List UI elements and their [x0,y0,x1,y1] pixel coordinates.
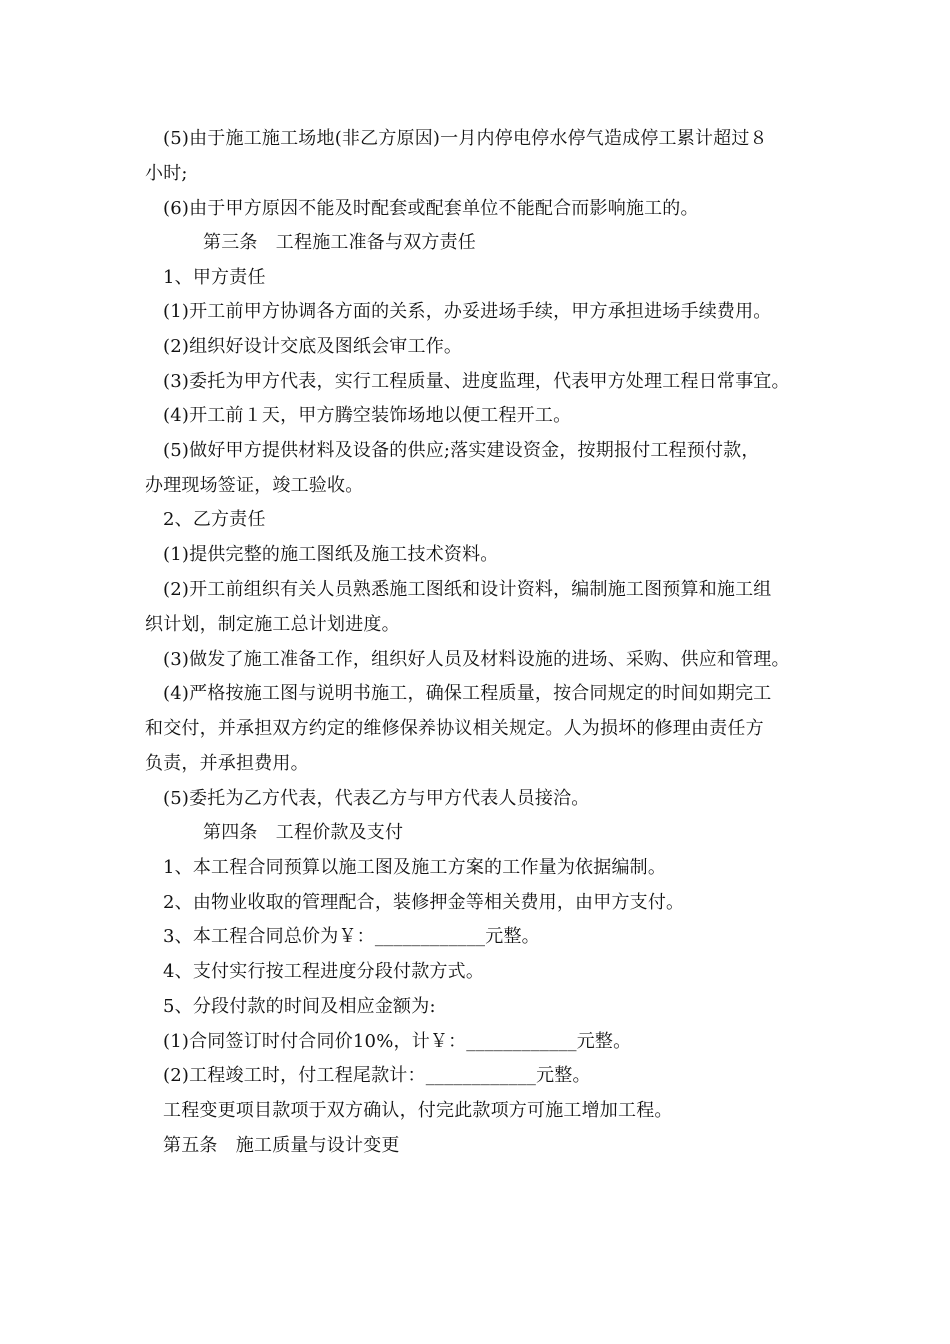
text-line: (1)提供完整的施工图纸及施工技术资料。 [163,544,499,565]
text-line: (2)开工前组织有关人员熟悉施工图纸和设计资料，编制施工图预算和施工组 [163,579,772,600]
text-line: (5)由于施工施工场地(非乙方原因)一月内停电停水停气造成停工累计超过８ [163,128,768,149]
text-line: 4、支付实行按工程进度分段付款方式。 [163,961,485,982]
text-line: (2)组织好设计交底及图纸会审工作。 [163,336,463,357]
text-line: (2)工程竣工时，付工程尾款计：____________元整。 [163,1065,591,1086]
text-line: 2、由物业收取的管理配合，装修押金等相关费用，由甲方支付。 [163,892,685,913]
section-heading: 第四条 工程价款及支付 [203,822,404,843]
text-line: (6)由于甲方原因不能及时配套或配套单位不能配合而影响施工的。 [163,198,699,219]
text-line: 3、本工程合同总价为￥：____________元整。 [163,926,540,947]
text-line: 负责，并承担费用。 [145,753,309,774]
section-heading: 第五条 施工质量与设计变更 [163,1135,400,1156]
text-line: (4)严格按施工图与说明书施工，确保工程质量，按合同规定的时间如期完工 [163,683,772,704]
text-line: (1)开工前甲方协调各方面的关系，办妥进场手续，甲方承担进场手续费用。 [163,301,772,322]
text-line: 5、分段付款的时间及相应金额为: [163,996,436,1017]
text-line: (1)合同签订时付合同价10%，计￥：____________元整。 [163,1031,632,1052]
text-line: (4)开工前１天，甲方腾空装饰场地以便工程开工。 [163,405,572,426]
section-heading: 第三条 工程施工准备与双方责任 [203,232,476,253]
subsection-heading: 2、乙方责任 [163,509,266,530]
text-line: 和交付，并承担双方约定的维修保养协议相关规定。人为损坏的修理由责任方 [145,718,764,739]
text-line: (3)委托为甲方代表，实行工程质量、进度监理，代表甲方处理工程日常事宜。 [163,371,790,392]
text-line: (3)做发了施工准备工作，组织好人员及材料设施的进场、采购、供应和管理。 [163,649,790,670]
text-line: 小时; [145,163,188,184]
subsection-heading: 1、甲方责任 [163,267,266,288]
text-line: 织计划，制定施工总计划进度。 [145,614,400,635]
text-line: (5)做好甲方提供材料及设备的供应;落实建设资金，按期报付工程预付款， [163,440,760,461]
text-line: 1、本工程合同预算以施工图及施工方案的工作量为依据编制。 [163,857,667,878]
text-line: 工程变更项目款项于双方确认，付完此款项方可施工增加工程。 [163,1100,673,1121]
text-line: 办理现场签证，竣工验收。 [145,475,364,496]
text-line: (5)委托为乙方代表，代表乙方与甲方代表人员接洽。 [163,788,590,809]
